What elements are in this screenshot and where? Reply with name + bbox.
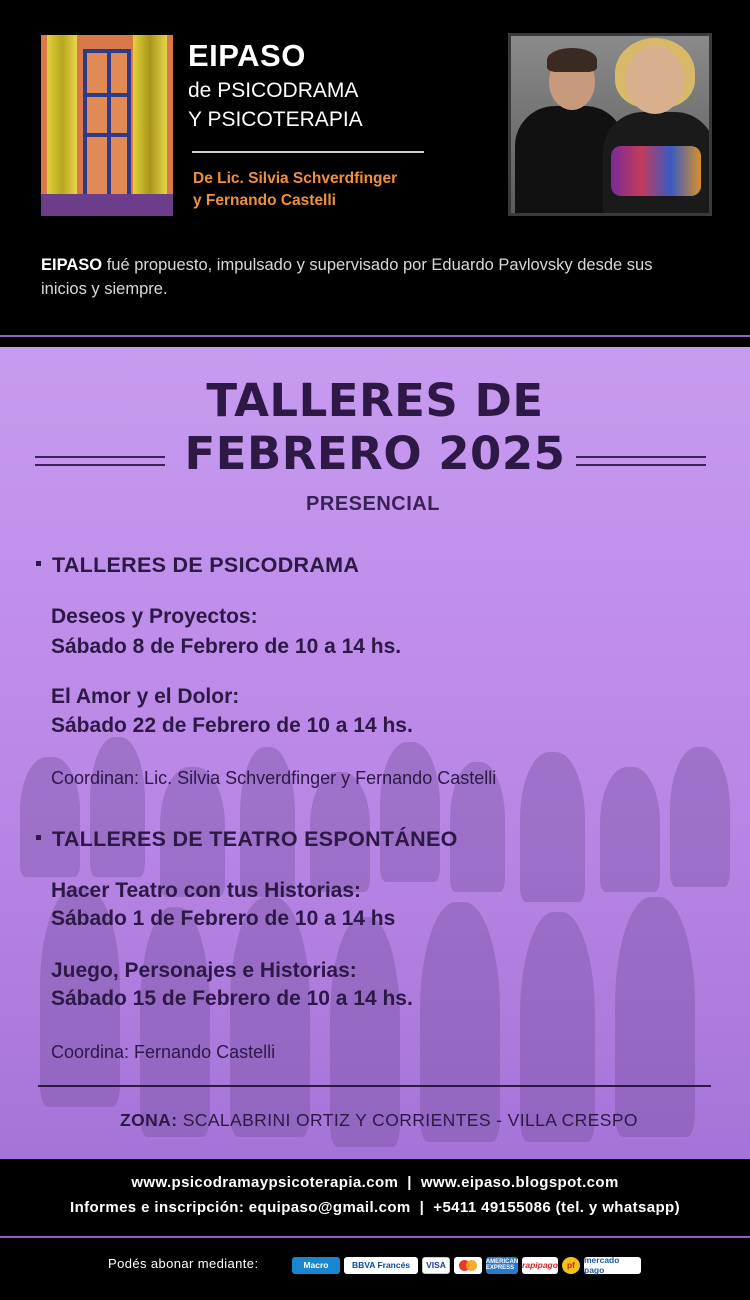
phone-contact[interactable]: +5411 49155086 (tel. y whatsapp)	[433, 1199, 680, 1216]
founders-photo	[508, 33, 712, 216]
workshop-name: Hacer Teatro con tus Historias:	[51, 879, 362, 902]
workshop-date: Sábado 1 de Febrero de 10 a 14 hs	[51, 907, 396, 930]
location-text: SCALABRINI ORTIZ Y CORRIENTES - VILLA CRESPO	[177, 1110, 638, 1130]
pagofacil-logo: pf	[562, 1257, 580, 1274]
email-contact[interactable]: Informes e inscripción: equipaso@gmail.com	[70, 1199, 411, 1216]
header-divider	[0, 335, 750, 337]
brand-subtitle-2: Y PSICOTERAPIA	[188, 108, 363, 131]
authors	[193, 168, 397, 212]
workshop-date: Sábado 15 de Febrero de 10 a 14 hs.	[51, 987, 413, 1010]
page-title-line-1: TALLERES DE	[206, 374, 544, 427]
separator: |	[407, 1174, 412, 1191]
footer-websites	[0, 1174, 750, 1191]
visa-logo: VISA	[422, 1257, 450, 1274]
rapipago-logo: rapipago	[522, 1257, 558, 1274]
window-painting-image	[41, 35, 173, 216]
workshop-name: El Amor y el Dolor:	[51, 685, 240, 708]
footer-divider	[0, 1236, 750, 1238]
crowd-background	[0, 727, 750, 1159]
square-bullet-icon	[36, 561, 41, 566]
title-rule-right	[576, 456, 706, 466]
coordinators: Coordina: Fernando Castelli	[51, 1042, 276, 1062]
workshop-name: Deseos y Proyectos:	[51, 605, 258, 628]
header	[0, 0, 750, 335]
workshop-date: Sábado 8 de Febrero de 10 a 14 hs.	[51, 635, 402, 658]
brand-title: EIPASO	[188, 38, 306, 73]
main-divider	[38, 1085, 711, 1087]
intro-bold: EIPASO	[41, 256, 103, 274]
authors-line-1: De Lic. Silvia Schverdfinger	[193, 170, 398, 187]
bbva-logo: BBVA Francés	[344, 1257, 418, 1274]
section-heading-teatro: TALLERES DE TEATRO ESPONTÁNEO	[36, 827, 458, 852]
page-title-line-2: FEBRERO 2025	[184, 427, 566, 480]
mercadopago-logo: mercado pago	[584, 1257, 641, 1274]
workshop-date: Sábado 22 de Febrero de 10 a 14 hs.	[51, 714, 413, 737]
amex-logo: AMERICAN EXPRESS	[486, 1257, 518, 1274]
intro-text	[41, 253, 681, 301]
payment-label: Podés abonar mediante:	[108, 1256, 259, 1271]
section-heading-psicodrama: TALLERES DE PSICODRAMA	[36, 553, 359, 578]
square-bullet-icon	[36, 835, 41, 840]
location	[0, 1110, 750, 1131]
workshop-name: Juego, Personajes e Historias:	[51, 959, 357, 982]
payment-logos	[292, 1256, 641, 1274]
location-label: ZONA:	[120, 1110, 178, 1130]
brand-subtitle-1: de PSICODRAMA	[188, 79, 359, 102]
website-link-2[interactable]: www.eipaso.blogspot.com	[420, 1174, 619, 1191]
footer-contact	[0, 1199, 750, 1216]
intro-body: fué propuesto, impulsado y supervisado por Eduardo Pavlovsky desde sus inicios y siempre.	[41, 256, 653, 298]
macro-logo: Macro	[292, 1257, 340, 1274]
mastercard-logo	[454, 1257, 482, 1274]
brand-divider	[192, 151, 424, 153]
website-link-1[interactable]: www.psicodramaypsicoterapia.com	[131, 1174, 399, 1191]
authors-line-2: y Fernando Castelli	[193, 192, 336, 209]
separator: |	[419, 1199, 425, 1216]
modality-label: PRESENCIAL	[306, 493, 440, 515]
coordinators: Coordinan: Lic. Silvia Schverdfinger y Fernando Castelli	[51, 768, 497, 788]
